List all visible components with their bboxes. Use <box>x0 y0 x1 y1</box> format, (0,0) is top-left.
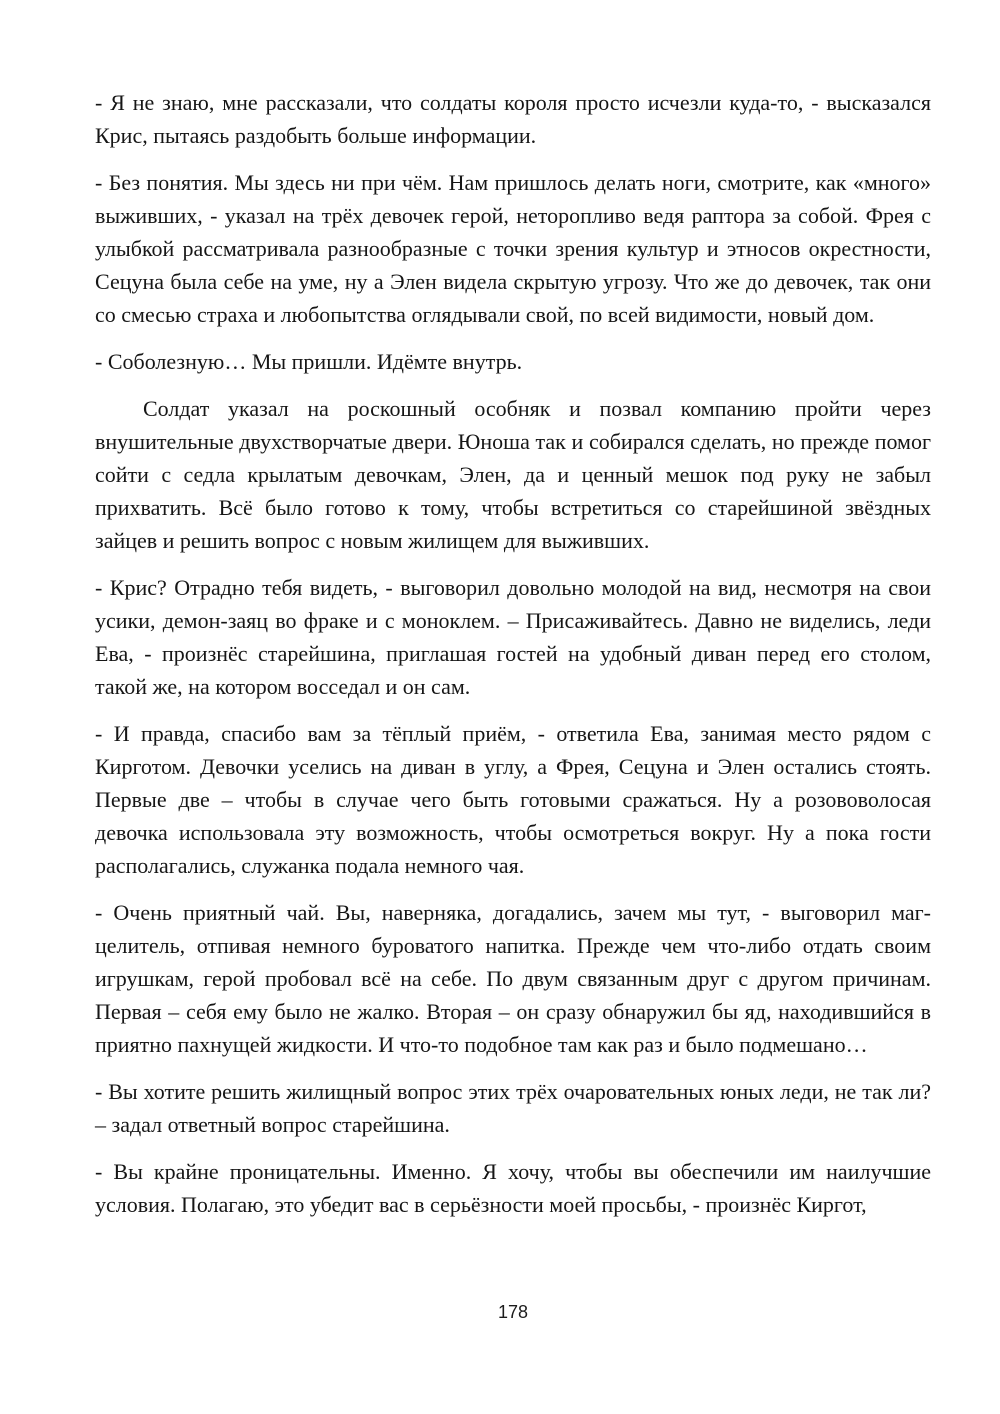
paragraph: - Вы крайне проницательны. Именно. Я хочу, чтобы вы обеспечили им наилучшие условия. Полагаю, это убедит вас в серьёзности моей просьбы, - произнёс Киргот, <box>95 1159 931 1217</box>
page-number: 178 <box>497 1302 529 1322</box>
paragraph: - Вы хотите решить жилищный вопрос этих трёх очаровательных юных леди, не так ли? – задал ответный вопрос старейшина. <box>95 1079 931 1137</box>
paragraph: Солдат указал на роскошный особняк и позвал компанию пройти через внушительные двухстворчатые двери. Юноша так и собирался сделать, но прежде помог сойти с седла крылатым девочкам, Элен, да и ценный мешок под руку не забыл прихватить. Всё было готово к тому, чтобы встретиться со старейшиной звёздных зайцев и решить вопрос с новым жилищем для выживших. <box>95 396 931 553</box>
paragraph: - И правда, спасибо вам за тёплый приём, - ответила Ева, занимая место рядом с Кирготом. Девочки уселись на диван в углу, а Фрея, Сецуна и Элен остались стоять. Первые две – чтобы в случае чего быть готовыми сражаться. Ну а розововолосая девочка использовала эту возможность, чтобы осмотреться вокруг. Ну а пока гости располагались, служанка подала немного чая. <box>95 721 931 878</box>
paragraph: - Без понятия. Мы здесь ни при чём. Нам пришлось делать ноги, смотрите, как «много» выживших, - указал на трёх девочек герой, неторопливо ведя раптора за собой. Фрея с улыбкой рассматривала разнообразные с точки зрения культур и этносов окрестности, Сецуна была себе на уме, ну а Элен видела скрытую угрозу. Что же до девочек, так они со смесью страха и любопытства оглядывали свой, по всей видимости, новый дом. <box>95 170 931 327</box>
paragraph: - Очень приятный чай. Вы, наверняка, догадались, зачем мы тут, - выговорил маг-целитель, отпивая немного буроватого напитка. Прежде чем что-либо отдать своим игрушкам, герой пробовал всё на себе. По двум связанным друг с другом причинам. Первая – себя ему было не жалко. Вторая – он сразу обнаружил бы яд, находившийся в приятно пахнущей жидкости. И что-то подобное там как раз и было подмешано… <box>95 900 931 1057</box>
page-text <box>95 86 931 1235</box>
paragraph: - Я не знаю, мне рассказали, что солдаты короля просто исчезли куда-то, - высказался Крис, пытаясь раздобыть больше информации. <box>95 90 931 148</box>
paragraph: - Крис? Отрадно тебя видеть, - выговорил довольно молодой на вид, несмотря на свои усики, демон-заяц во фраке и с моноклем. – Присаживайтесь. Давно не виделись, леди Ева, - произнёс старейшина, приглашая гостей на удобный диван перед его столом, такой же, на котором восседал и он сам. <box>95 575 931 699</box>
paragraph: - Соболезную… Мы пришли. Идёмте внутрь. <box>95 349 523 374</box>
